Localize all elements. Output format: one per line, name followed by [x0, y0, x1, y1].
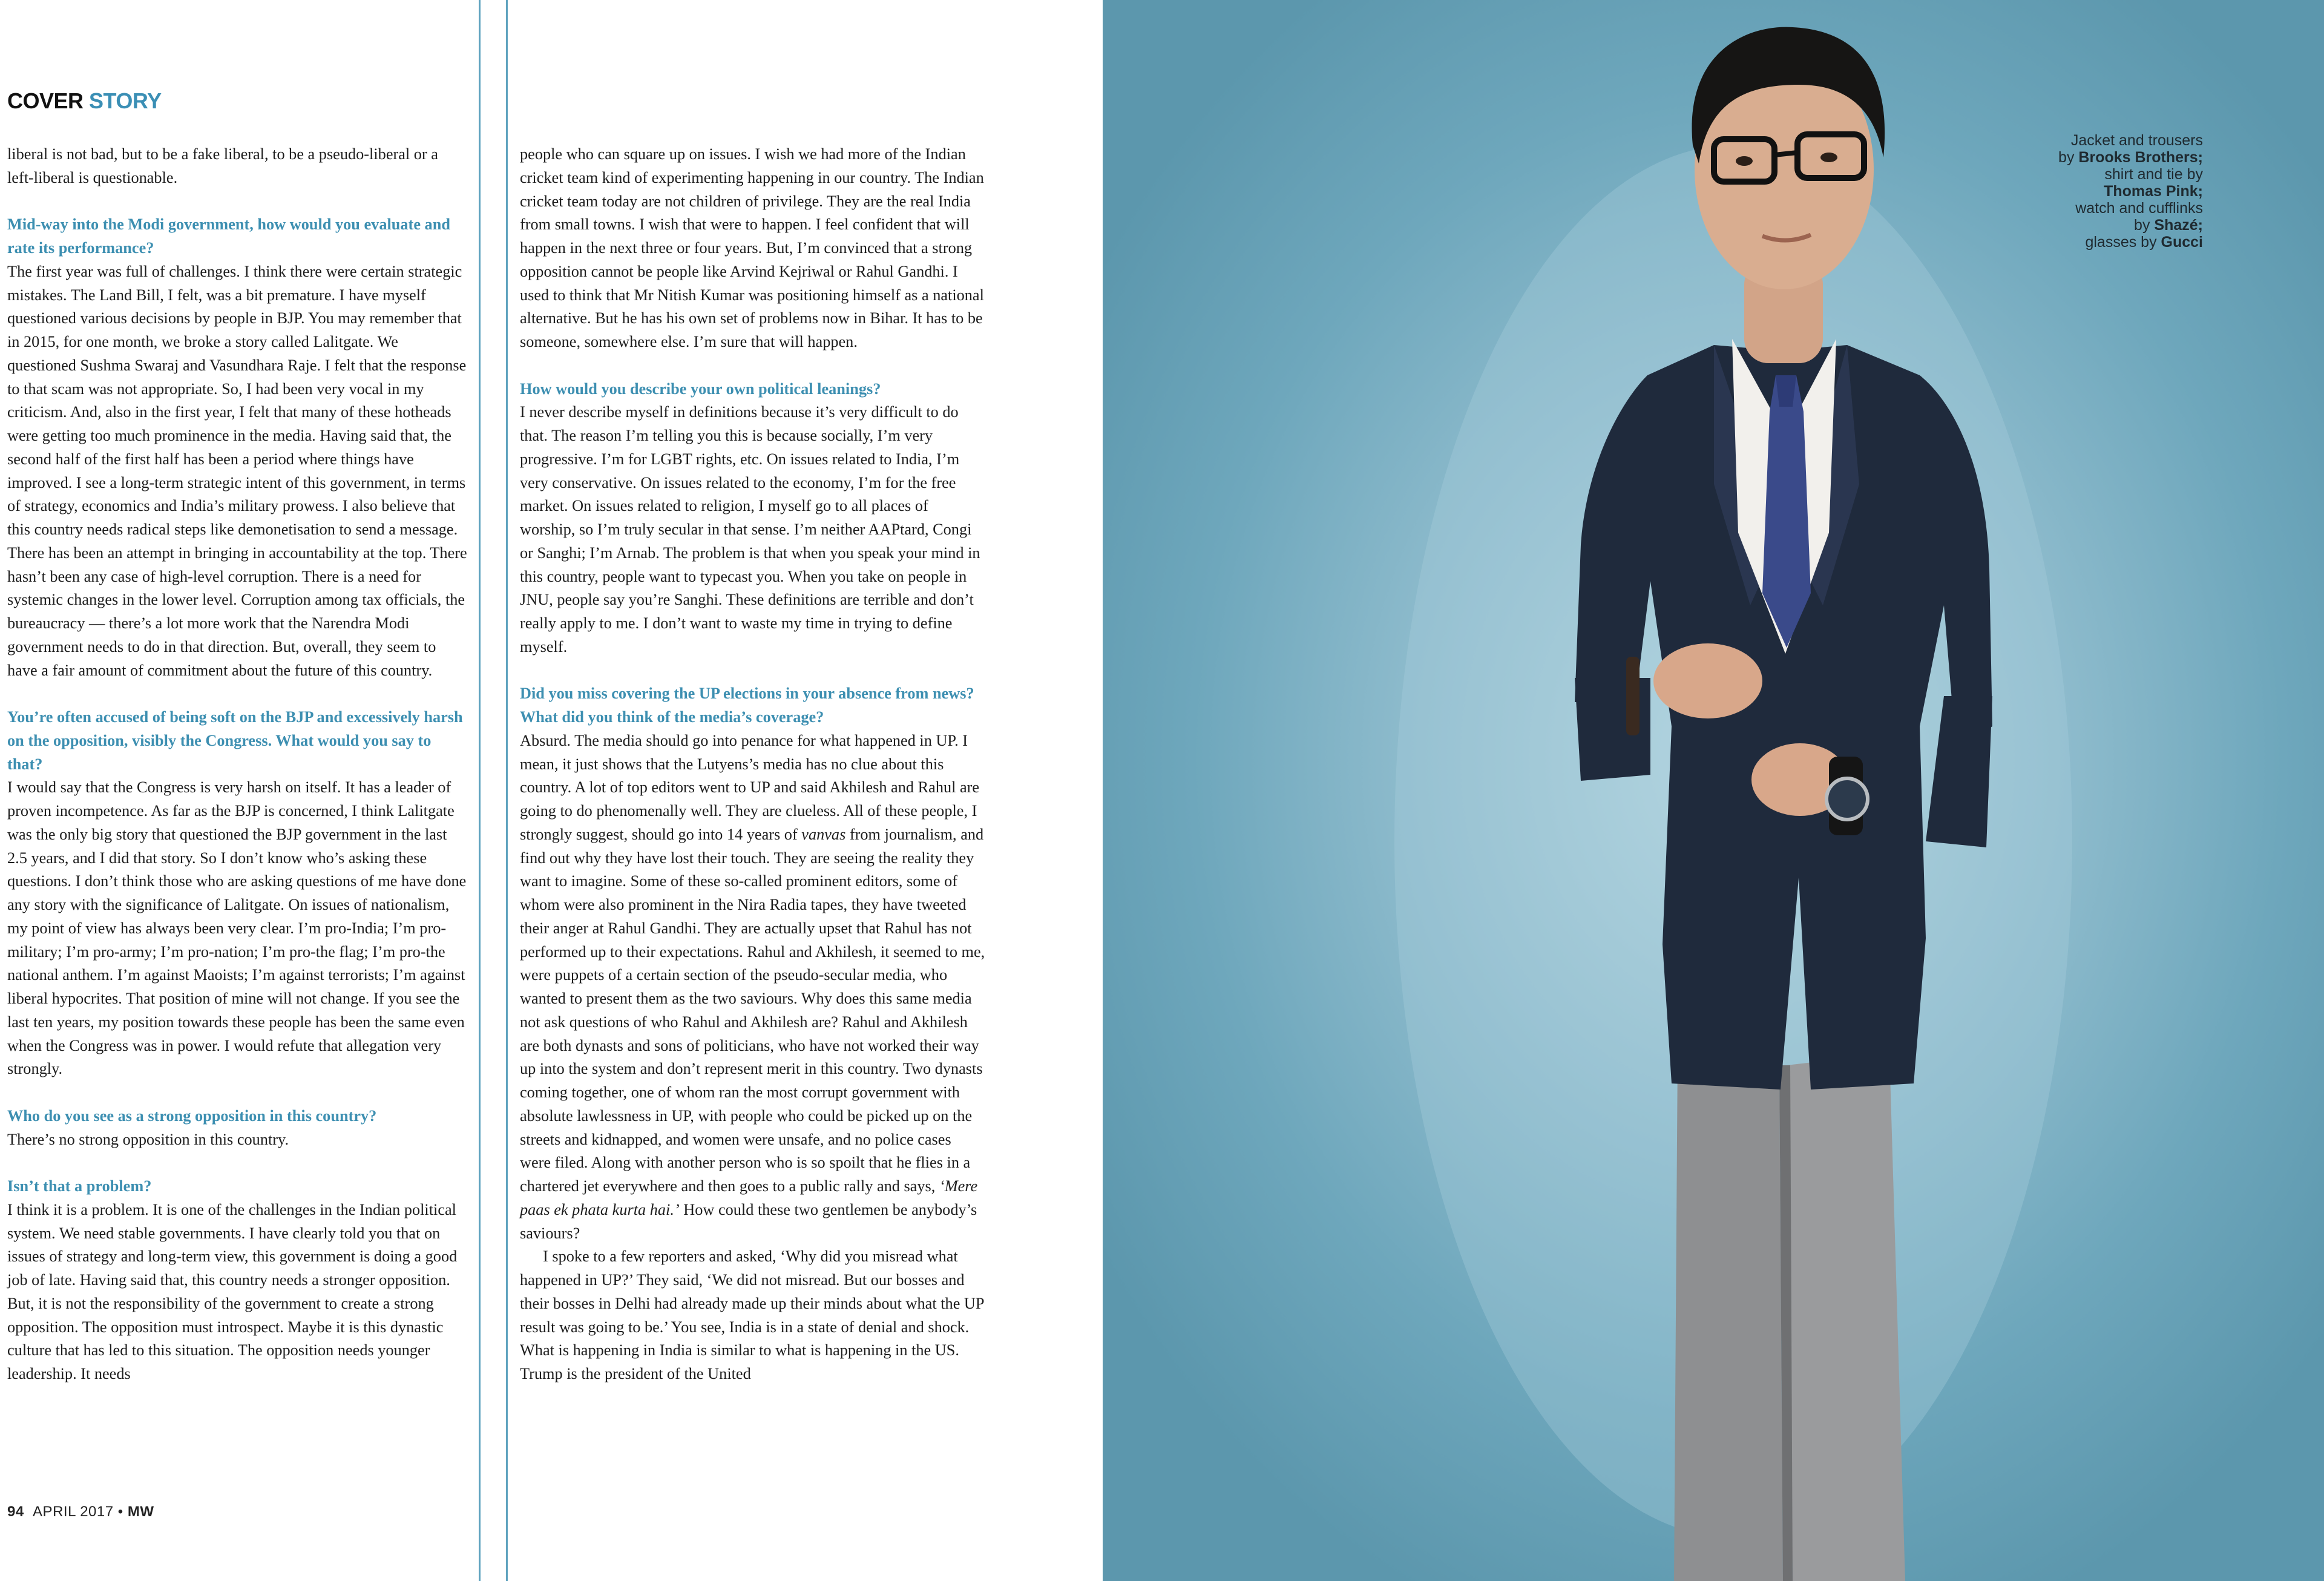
- answer-paragraph: There’s no strong opposition in this country.: [7, 1130, 289, 1148]
- caption-line: [1985, 183, 2203, 200]
- article-column-2: [520, 143, 986, 1386]
- interview-question: Who do you see as a strong opposition in this country?: [7, 1106, 377, 1125]
- answer-paragraph: liberal is not bad, but to be a fake liberal, to be a pseudo-liberal or a left-liberal is questionable.: [7, 145, 438, 186]
- article-column-1: [7, 143, 468, 1386]
- kicker-story: STORY: [89, 88, 162, 113]
- caption-line: [1985, 149, 2203, 166]
- answer-paragraph: I would say that the Congress is very harsh on itself. It has a leader of proven incompetence. As far as the BJP is concerned, I think Lalitgate was the only big story that questioned the BJP government in the last 2.5 years, and I did that story. So I don’t know who’s asking these questions. I don’t think those who are asking questions of me have done any story with the significance of Lalitgate. On issues of nationalism, my point of view has always been very clear. I’m pro-India; I’m pro-military; I’m pro-army; I’m pro-nation; I’m pro-the flag; I’m pro-the national anthem. I’m against Maoists; I’m against terrorists; I’m against liberal hypocrites. That position of mine will not change. If you see the last ten years, my position towards these people has been the same even when the Congress was in power. I would refute that allegation very strongly.: [7, 778, 467, 1078]
- caption-line: [1985, 234, 2203, 251]
- photo-caption: [1985, 132, 2203, 251]
- answer-text: Absurd. The media should go into penance for what happened in UP. I mean, it just shows that the Lutyens’s media has no clue about this country. A lot of top editors went to UP and said Akhilesh and Rahul are going to do phenomenally well. They are clueless. All of these people, I strongly suggest, should go into 14 years of: [520, 731, 980, 843]
- trousers: [1674, 1053, 1905, 1581]
- issue-date: APRIL 2017: [33, 1504, 114, 1520]
- caption-brand: Shazé;: [2154, 217, 2203, 234]
- caption-line: Jacket and trousers: [2070, 132, 2203, 149]
- column-rule-right: [506, 0, 508, 1581]
- section-kicker: [7, 88, 162, 114]
- column-rule-left: [479, 0, 481, 1581]
- caption-line: [1985, 217, 2203, 234]
- answer-paragraph: The first year was full of challenges. I think there were certain strategic mistakes. The Land Bill, I felt, was a bit premature. I have myself questioned various decisions by people in BJP. You may remember that in 2015, for one month, we broke a story called Lalitgate. We questioned Sushma Swaraj and Vasundhara Raje. I felt that the response to that scam was not appropriate. So, I had been very vocal in my criticism. And, also in the first year, I felt that many of these hotheads were getting too much prominence in the media. Having said that, the second half of the first half has been a period where things have improved. I see a long-term strategic intent of this government, in terms of strategy, economics and India’s military prowess. I also believe that this country needs radical steps like demonetisation to send a message. There has been an attempt in bringing in accountability at the top. There hasn’t been any case of high-level corruption. There is a need for systemic changes in the lower level. Corruption among tax officials, the bureaucracy — there’s a lot more work that the Narendra Modi government needs to do in that direction. But, overall, they seem to have a fair amount of commitment about the future of this country.: [7, 262, 467, 679]
- answer-text: from journalism, and find out why they have lost their touch. They are seeing the reality they want to imagine. Some of these so-called prominent editors, some of whom were also prominent in the Nira Radia tapes, they have tweeted their anger at Rahul Gandhi. They are actually upset that Rahul has not performed up to their expectations. Rahul and Akhilesh, it seemed to me, were puppets of a certain section of the pseudo-secular media, who wanted to present them as the two saviours. Why does this same media not ask questions of who Rahul and Akhilesh are? Rahul and Akhilesh are both dynasts and sons of politicians, who have not worked their way up into the system and don’t represent merit in this country. Two dynasts coming together, one of whom ran the most corrupt government with absolute lawlessness in UP, with people who could be picked up on the streets and kidnapped, and women were unsafe, and no police cases were filed. Along with another person who is so spoilt that he flies in a chartered jet everywhere and then goes to a public rally and says,: [520, 825, 985, 1195]
- caption-brand: Thomas Pink;: [2104, 183, 2203, 200]
- interview-question: Isn’t that a problem?: [7, 1177, 152, 1195]
- interview-question: You’re often accused of being soft on the BJP and excessively harsh on the opposition, visibly the Congress. What would you say to that?: [7, 708, 463, 773]
- caption-brand: Brooks Brothers;: [2078, 149, 2203, 166]
- answer-paragraph: I never describe myself in definitions because it’s very difficult to do that. The reason I’m telling you this is because socially, I’m very progressive. I’m for LGBT rights, etc. On issues related to India, I’m very conservative. On issues related to the economy, I’m for the free market. On issues related to religion, I myself go to all places of worship, so I’m truly secular in that sense. I’m neither AAPtard, Congi or Sanghi; I’m Arnab. The problem is that when you speak your mind in this country, people want to typecast you. When you take on people in JNU, people say you’re Sanghi. These definitions are terrible and don’t really apply to me. I don’t want to waste my time in trying to define myself.: [520, 403, 980, 656]
- caption-text: by: [2058, 149, 2079, 166]
- page-number: 94: [7, 1504, 24, 1520]
- magazine-name: MW: [127, 1504, 154, 1520]
- interview-question: How would you describe your own political leanings?: [520, 380, 881, 398]
- interview-question: Mid-way into the Modi government, how would you evaluate and rate its performance?: [7, 215, 450, 257]
- caption-line: shirt and tie by: [2104, 166, 2203, 183]
- italic-term: vanvas: [801, 825, 846, 843]
- kicker-cover: COVER: [7, 88, 84, 113]
- page-folio: [7, 1504, 154, 1520]
- answer-paragraph: people who can square up on issues. I wish we had more of the Indian cricket team kind of experimenting happening in our country. The Indian cricket team today are not children of privilege. They are the real India from small towns. I wish that were to happen. I feel confident that will happen in the next three or four years. But, I’m convinced that a strong opposition cannot be people like Arvind Kejriwal or Rahul Gandhi. I used to think that Mr Nitish Kumar was positioning himself as a national alternative. But he has his own set of problems now in Bihar. It has to be someone, somewhere else. I’m sure that will happen.: [520, 145, 984, 350]
- answer-text: How could these two gentlemen be anybody’s saviours?: [520, 1200, 977, 1242]
- answer-paragraph: I spoke to a few reporters and asked, ‘Why did you misread what happened in UP?’ They said, ‘We did not misread. But our bosses and their bosses in Delhi had already made up their minds about what the UP result was going to be.’ You see, India is in a state of denial and shock. What is happening in India is similar to what is happening in the US. Trump is the president of the United: [520, 1247, 984, 1382]
- caption-line: watch and cufflinks: [2075, 200, 2203, 217]
- folio-separator: •: [117, 1504, 123, 1520]
- interview-question: Did you miss covering the UP elections in your absence from news? What did you think of the media’s coverage?: [520, 685, 974, 726]
- caption-text: by: [2134, 217, 2155, 234]
- answer-paragraph: I think it is a problem. It is one of the challenges in the Indian political system. We need stable governments. I have clearly told you that on issues of strategy and long-term view, this government is doing a good job of late. Having said that, this country needs a stronger opposition. But, it is not the responsibility of the government to create a strong opposition. The opposition must introspect. Maybe it is this dynastic culture that has led to this situation. The opposition needs younger leadership. It needs: [7, 1200, 458, 1382]
- caption-brand: Gucci: [2161, 234, 2203, 251]
- answer-paragraph: [520, 729, 986, 1246]
- italic-quote: ‘Mere paas ek phata kurta hai.’: [520, 1177, 978, 1218]
- caption-text: glasses by: [2085, 234, 2161, 251]
